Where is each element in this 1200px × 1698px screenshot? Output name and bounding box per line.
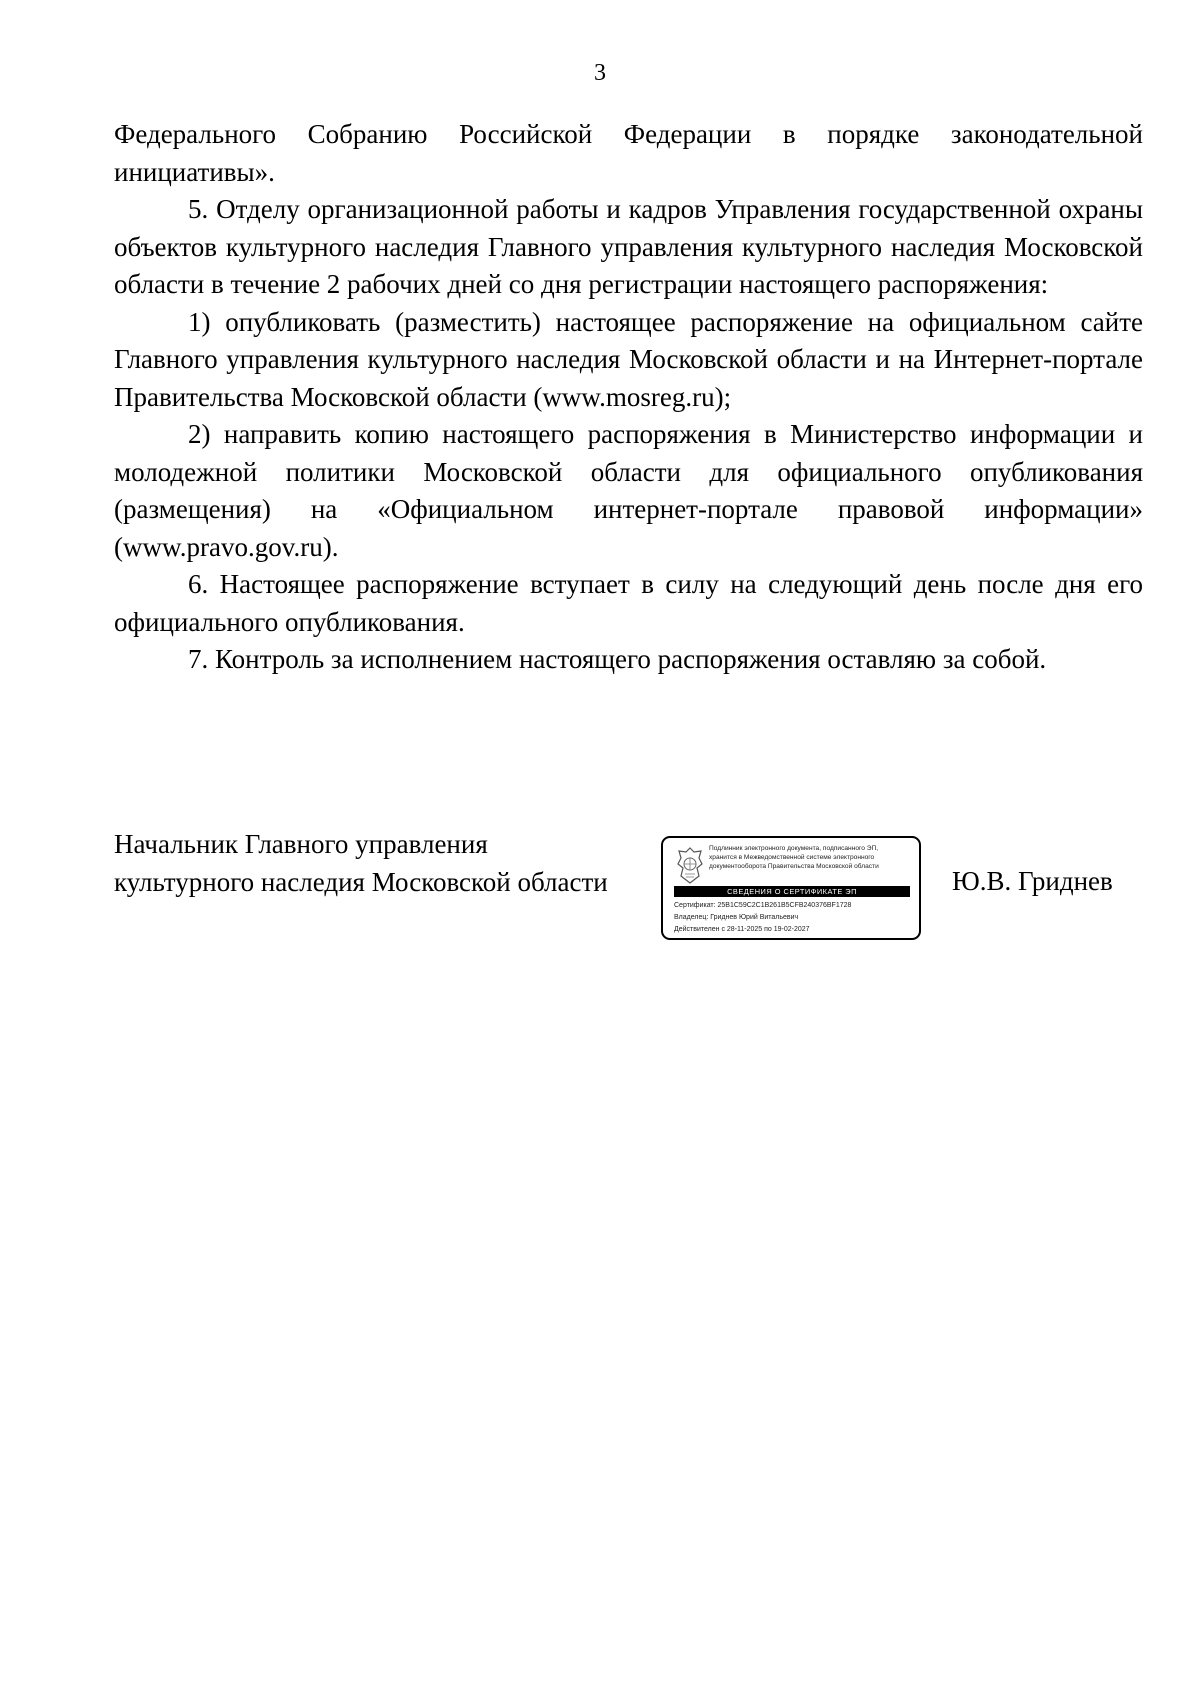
paragraph-item-7: 7. Контроль за исполнением настоящего распоряжения оставляю за собой. [188,644,1047,674]
page-number: 3 [594,60,606,86]
electronic-signature-stamp [661,836,921,940]
paragraph-subitem-1: 1) опубликовать (разместить) настоящее распоряжение на официальном сайте Главного управления культурного наследия Московской области и на Интернет-портале Правительства Московской области (www.mosreg.ru); [114,306,1143,412]
signatory-position-line1: Начальник Главного управления [114,829,488,859]
stamp-certificate: Сертификат: 25B1C59C2C1B261B5CFB240376BF1728 [674,902,852,909]
stamp-notice-line2: хранится в Межведомственной системе электронного [709,854,875,861]
stamp-owner: Владелец: Гриднев Юрий Витальевич [674,914,799,921]
paragraph-item-5: 5. Отделу организационной работы и кадров Управления государственной охраны объектов культурного наследия Главного управления культурного наследия Московской области в течение 2 рабочих дней со дня регистрации настоящего распоряжения: [114,194,1143,299]
signatory-position-line2: культурного наследия Московской области [114,866,608,897]
coat-of-arms-icon [675,846,705,886]
signatory-position [114,826,608,901]
paragraph-item-6: 6. Настоящее распоряжение вступает в силу на следующий день после дня его официального опубликования. [114,569,1143,637]
document-body [114,116,1143,679]
stamp-notice-line3: документооборота Правительства Московской области [709,863,879,870]
stamp-notice [709,844,913,871]
stamp-validity: Действителен с 28-11-2025 по 19-02-2027 [674,926,810,933]
signatory-name: Ю.В. Гриднев [952,866,1113,896]
paragraph-continuation: Федерального Собранию Российской Федерации в порядке законодательной инициативы». [114,119,1143,187]
paragraph-subitem-2: 2) направить копию настоящего распоряжения в Министерство информации и молодежной политики Московской области для официального опубликования (размещения) на «Официальном интернет-портале правовой информации» (www.pravo.gov.ru). [114,419,1143,562]
stamp-notice-line1: Подлинник электронного документа, подписанного ЭП, [709,845,879,852]
signature-block [114,826,1154,946]
stamp-header: СВЕДЕНИЯ О СЕРТИФИКАТЕ ЭП [674,886,910,897]
